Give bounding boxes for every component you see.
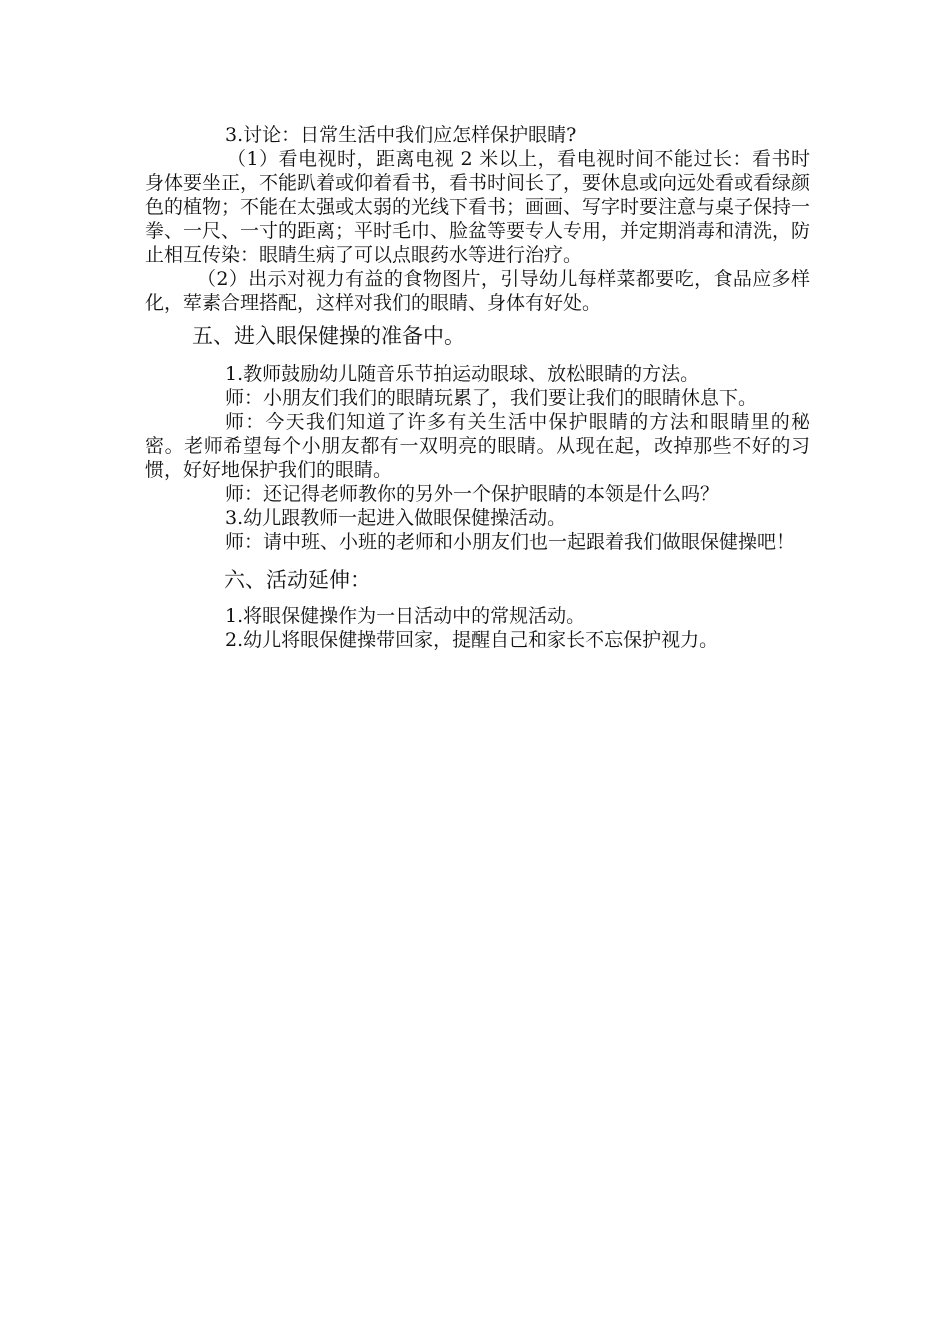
section-5-item-4: 师：还记得老师教你的另外一个保护眼睛的本领是什么吗？ xyxy=(225,483,720,505)
document-body xyxy=(145,123,810,652)
section-5-item-2: 师：小朋友们我们的眼睛玩累了，我们要让我们的眼睛休息下。 xyxy=(225,387,758,409)
section-6-heading: 六、活动延伸： xyxy=(224,568,371,592)
discussion-paragraph-1: （1）看电视时，距离电视 2 米以上，看电视时间不能过长：看书时身体要坐正，不能趴着或仰着看书，看书时间长了，要休息或向远处看或看绿颜色的植物；不能在太强或太弱的光线下看书；画画、写字时要注意与桌子保持一拳、一尺、一寸的距离；平时毛巾、脸盆等要专人专用，并定期消毒和清洗，防止相互传染：眼睛生病了可以点眼药水等进行治疗。 xyxy=(145,148,811,266)
discussion-title: 3.讨论：日常生活中我们应怎样保护眼睛? xyxy=(225,124,577,146)
section-5-heading: 五、进入眼保健操的准备中。 xyxy=(192,324,465,348)
section-6-item-2: 2.幼儿将眼保健操带回家，提醒自己和家长不忘保护视力。 xyxy=(225,629,719,651)
section-5-item-3: 师：今天我们知道了许多有关生活中保护眼睛的方法和眼睛里的秘密。老师希望每个小朋友都有一双明亮的眼睛。从现在起，改掉那些不好的习惯，好好地保护我们的眼睛。 xyxy=(145,411,810,481)
discussion-paragraph-2: （2）出示对视力有益的食物图片，引导幼儿每样菜都要吃，食品应多样化，荤素合理搭配，这样对我们的眼睛、身体有好处。 xyxy=(145,268,810,314)
section-5-item-5: 3.幼儿跟教师一起进入做眼保健操活动。 xyxy=(225,507,567,529)
section-5-item-1: 1.教师鼓励幼儿随音乐节拍运动眼球、放松眼睛的方法。 xyxy=(225,363,700,385)
section-6-item-1: 1.将眼保健操作为一日活动中的常规活动。 xyxy=(225,605,586,627)
section-5-item-6: 师：请中班、小班的老师和小朋友们也一起跟着我们做眼保健操吧！ xyxy=(225,531,796,553)
